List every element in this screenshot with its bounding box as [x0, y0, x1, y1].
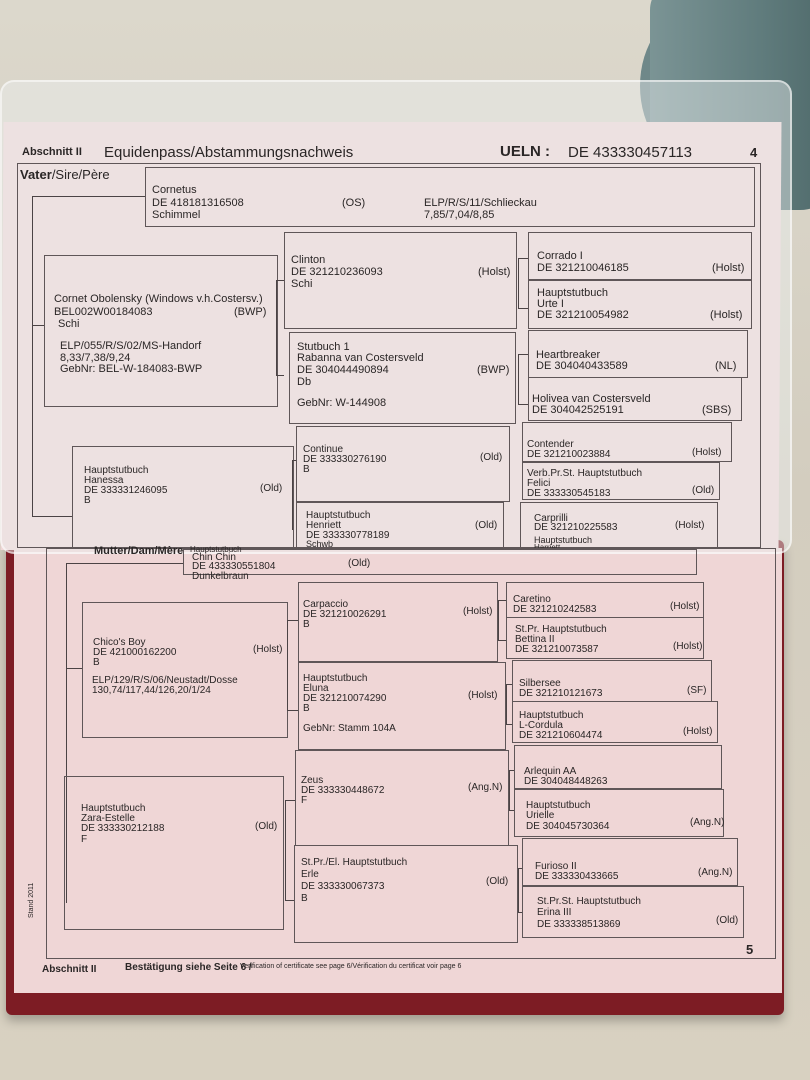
dsss-id: DE 321210242583	[513, 604, 597, 615]
connector-line	[518, 258, 519, 308]
dddd-id: DE 333338513869	[537, 919, 621, 930]
dssd-name: Bettina II	[515, 634, 555, 645]
sdd-id: DE 333330778189	[306, 530, 390, 541]
sire-sire-box	[44, 255, 278, 407]
connector-line	[518, 354, 528, 355]
dss-id: DE 321210026291	[303, 609, 387, 620]
connector-line	[32, 325, 44, 326]
dsds-breed: (SF)	[687, 685, 707, 696]
ueln-value: DE 433330457113	[568, 144, 692, 161]
sire-section-label: Vater/Sire/Père	[20, 167, 110, 182]
sddd-book: Hauptstutbuch	[534, 535, 593, 545]
sds-breed: (Old)	[480, 452, 503, 463]
section-label-bottom: Abschnitt II	[42, 964, 97, 975]
page-number-bottom: 5	[746, 942, 754, 957]
sire-sire-performance: ELP/055/R/S/02/MS-Handorf	[60, 340, 202, 352]
sss-box	[284, 232, 517, 329]
sd-book: Hauptstutbuch	[84, 465, 149, 476]
sire-sire-breed: (BWP)	[234, 306, 267, 318]
ssd-breed: (BWP)	[477, 364, 510, 376]
ssd-name: Rabanna van Costersveld	[297, 352, 424, 364]
connector-line	[518, 868, 519, 912]
ddsd-id: DE 304045730364	[526, 821, 610, 832]
connector-line	[498, 600, 499, 640]
connector-line	[285, 800, 295, 801]
sdd-name: Henriett	[306, 520, 342, 531]
sire-scores: 7,85/7,04/8,85	[424, 209, 495, 221]
ssd-color: Db	[297, 376, 312, 388]
connector-line	[66, 563, 183, 564]
connector-line	[32, 196, 33, 516]
dsdd-book: Hauptstutbuch	[519, 710, 584, 721]
sd-id: DE 333331246095	[84, 485, 168, 496]
sdsd-id: DE 333330545183	[527, 488, 611, 499]
sire-breed: (OS)	[342, 197, 366, 209]
dam-section-label: Mutter/Dam/Mère	[94, 545, 184, 557]
dds-color: F	[301, 795, 308, 806]
sss-color: Schi	[291, 278, 313, 290]
dsd-gebnr: GebNr: Stamm 104A	[303, 723, 396, 734]
connector-line	[509, 770, 510, 810]
dsdd-breed: (Holst)	[683, 726, 713, 737]
connector-line	[287, 620, 288, 710]
sddd-name: Harriett	[534, 543, 561, 552]
sssd-book: Hauptstutbuch	[537, 287, 608, 299]
sssd-breed: (Holst)	[710, 309, 743, 321]
ds-id: DE 421000162200	[93, 647, 177, 658]
sire-sire-scores: 8,33/7,38/9,24	[60, 352, 131, 364]
sdd-color: Schwb	[306, 539, 334, 549]
stand-label: Stand 2011	[28, 882, 35, 918]
ssss-breed: (Holst)	[712, 262, 745, 274]
sssd-id: DE 321210054982	[537, 309, 629, 321]
sss-breed: (Holst)	[478, 266, 511, 278]
ssd-id: DE 304044490894	[297, 364, 389, 376]
ssdd-breed: (SBS)	[702, 404, 732, 416]
connector-line	[518, 404, 528, 405]
dd-breed: (Old)	[255, 821, 278, 832]
dsd-color: B	[303, 703, 310, 714]
ddd-breed: (Old)	[486, 876, 509, 887]
connector-line	[276, 280, 277, 375]
sss-name: Clinton	[291, 254, 326, 266]
ssds-name: Heartbreaker	[536, 349, 601, 361]
sss-id: DE 321210236093	[291, 266, 383, 278]
dds-box	[295, 750, 509, 846]
dssd-book: St.Pr. Hauptstutbuch	[515, 624, 607, 635]
dds-name: Zeus	[301, 775, 324, 786]
sire-sire-color: Schi	[58, 318, 80, 330]
connector-line	[518, 308, 528, 309]
document-title: Equidenpass/Abstammungsnachweis	[104, 144, 354, 161]
ddds-breed: (Ang.N)	[698, 867, 733, 878]
dss-box	[298, 582, 498, 662]
dsss-name: Caretino	[513, 594, 551, 605]
dam-dam-box	[64, 776, 284, 930]
ddd-id: DE 333330067373	[301, 881, 385, 892]
dss-name: Carpaccio	[303, 599, 349, 610]
dds-breed: (Ang.N)	[468, 782, 503, 793]
ueln-label: UELN :	[500, 143, 550, 160]
ddd-name: Erle	[301, 869, 319, 880]
sd-color: B	[84, 495, 91, 506]
ddd-book: St.Pr./El. Hauptstutbuch	[301, 857, 408, 868]
dsds-name: Silbersee	[519, 678, 561, 689]
dsd-book: Hauptstutbuch	[303, 673, 368, 684]
connector-line	[276, 280, 284, 281]
connector-line	[498, 600, 506, 601]
sire-name: Cornetus	[152, 184, 197, 196]
dam-id: DE 433330551804	[192, 561, 276, 572]
sds-name: Continue	[303, 444, 344, 455]
ssd-gebnr: GebNr: W-144908	[297, 397, 387, 409]
dsd-breed: (Holst)	[468, 690, 498, 701]
connector-line	[498, 640, 506, 641]
ddss-name: Arlequin AA	[524, 766, 577, 777]
sdsd-book: Verb.Pr.St. Hauptstutbuch	[527, 468, 643, 479]
dsd-name: Eluna	[303, 683, 329, 694]
ssss-id: DE 321210046185	[537, 262, 629, 274]
sire-performance: ELP/R/S/11/Schlieckau	[424, 197, 537, 209]
page-number-top: 4	[750, 145, 758, 160]
connector-line	[276, 375, 284, 376]
sdds-id: DE 321210225583	[534, 522, 618, 533]
dam-book: Hauptstutbuch	[190, 545, 242, 554]
ds-breed: (Holst)	[253, 644, 283, 655]
ssds-breed: (NL)	[715, 360, 737, 372]
sdss-id: DE 321210023884	[527, 449, 611, 460]
sire-color: Schimmel	[152, 209, 201, 221]
dd-book: Hauptstutbuch	[81, 803, 146, 814]
dsdd-id: DE 321210604474	[519, 730, 603, 741]
dss-color: B	[303, 619, 310, 630]
dam-breed: (Old)	[348, 558, 371, 569]
ds-performance: ELP/129/R/S/06/Neustadt/Dosse	[92, 675, 238, 686]
dam-name: Chin Chin	[192, 552, 236, 563]
sdsd-name: Felici	[527, 478, 551, 489]
verification-note: Verification of certificate see page 6/Vérification du certificat voir page 6	[240, 963, 462, 970]
ssd-book: Stutbuch 1	[297, 341, 350, 353]
sdds-breed: (Holst)	[675, 520, 705, 531]
sds-color: B	[303, 464, 310, 475]
ds-name: Chico's Boy	[93, 637, 146, 648]
dsds-id: DE 321210121673	[519, 688, 603, 699]
sire-sire-gebnr: GebNr: BEL-W-184083-BWP	[60, 363, 203, 375]
dddd-breed: (Old)	[716, 915, 739, 926]
ssss-name: Corrado I	[537, 250, 583, 262]
connector-line	[287, 710, 298, 711]
connector-line	[66, 668, 82, 669]
verification-note-bold: Bestätigung siehe Seite 6 /	[125, 962, 252, 973]
sdd-book: Hauptstutbuch	[306, 510, 371, 521]
dds-id: DE 333330448672	[301, 785, 385, 796]
dsd-id: DE 321210074290	[303, 693, 387, 704]
sds-id: DE 333330276190	[303, 454, 387, 465]
sire-sire-id: BEL002W00184083	[54, 306, 153, 318]
dsss-breed: (Holst)	[670, 601, 700, 612]
sdds-name: Carprilli	[534, 513, 568, 524]
ddsd-book: Hauptstutbuch	[526, 800, 591, 811]
dddd-name: Erina III	[537, 907, 572, 918]
section-label-top: Abschnitt II	[22, 146, 82, 158]
ssds-id: DE 304040433589	[536, 360, 628, 372]
dsdd-name: L-Cordula	[519, 720, 563, 731]
dam-sire-box	[82, 602, 288, 738]
ddsd-name: Urielle	[526, 810, 555, 821]
sdsd-breed: (Old)	[692, 485, 715, 496]
ds-scores: 130,74/117,44/126,20/1/24	[92, 685, 211, 696]
dd-color: F	[81, 834, 88, 845]
dam-color: Dunkelbraun	[192, 571, 249, 582]
sire-id: DE 418181316508	[152, 197, 244, 209]
dss-breed: (Holst)	[463, 606, 493, 617]
sdd-breed: (Old)	[475, 520, 498, 531]
sssd-name: Urte I	[537, 298, 564, 310]
ddds-id: DE 333330433665	[535, 871, 619, 882]
ddd-color: B	[301, 893, 308, 904]
ds-color: B	[93, 657, 100, 668]
dd-name: Zara-Estelle	[81, 813, 135, 824]
ddsd-breed: (Ang.N)	[690, 817, 725, 828]
dd-id: DE 333330212188	[81, 823, 165, 834]
ssdd-id: DE 304042525191	[532, 404, 624, 416]
sd-name: Hanessa	[84, 475, 124, 486]
ddss-id: DE 304048448263	[524, 776, 608, 787]
sire-sire-name: Cornet Obolensky (Windows v.h.Costersv.)	[54, 293, 263, 305]
connector-line	[32, 516, 72, 517]
sire-dam-box	[72, 446, 294, 548]
dddd-book: St.Pr.St. Hauptstutbuch	[537, 896, 641, 907]
dssd-id: DE 321210073587	[515, 644, 599, 655]
connector-line	[506, 684, 507, 724]
sdss-breed: (Holst)	[692, 447, 722, 458]
sdss-name: Contender	[527, 439, 574, 450]
sd-breed: (Old)	[260, 483, 283, 494]
connector-line	[292, 460, 293, 530]
connector-line	[285, 800, 286, 900]
connector-line	[287, 620, 298, 621]
dssd-breed: (Holst)	[673, 641, 703, 652]
ddds-name: Furioso II	[535, 861, 577, 872]
connector-line	[518, 354, 519, 404]
ssdd-name: Holivea van Costersveld	[532, 393, 651, 405]
connector-line	[518, 258, 528, 259]
connector-line	[32, 196, 145, 197]
